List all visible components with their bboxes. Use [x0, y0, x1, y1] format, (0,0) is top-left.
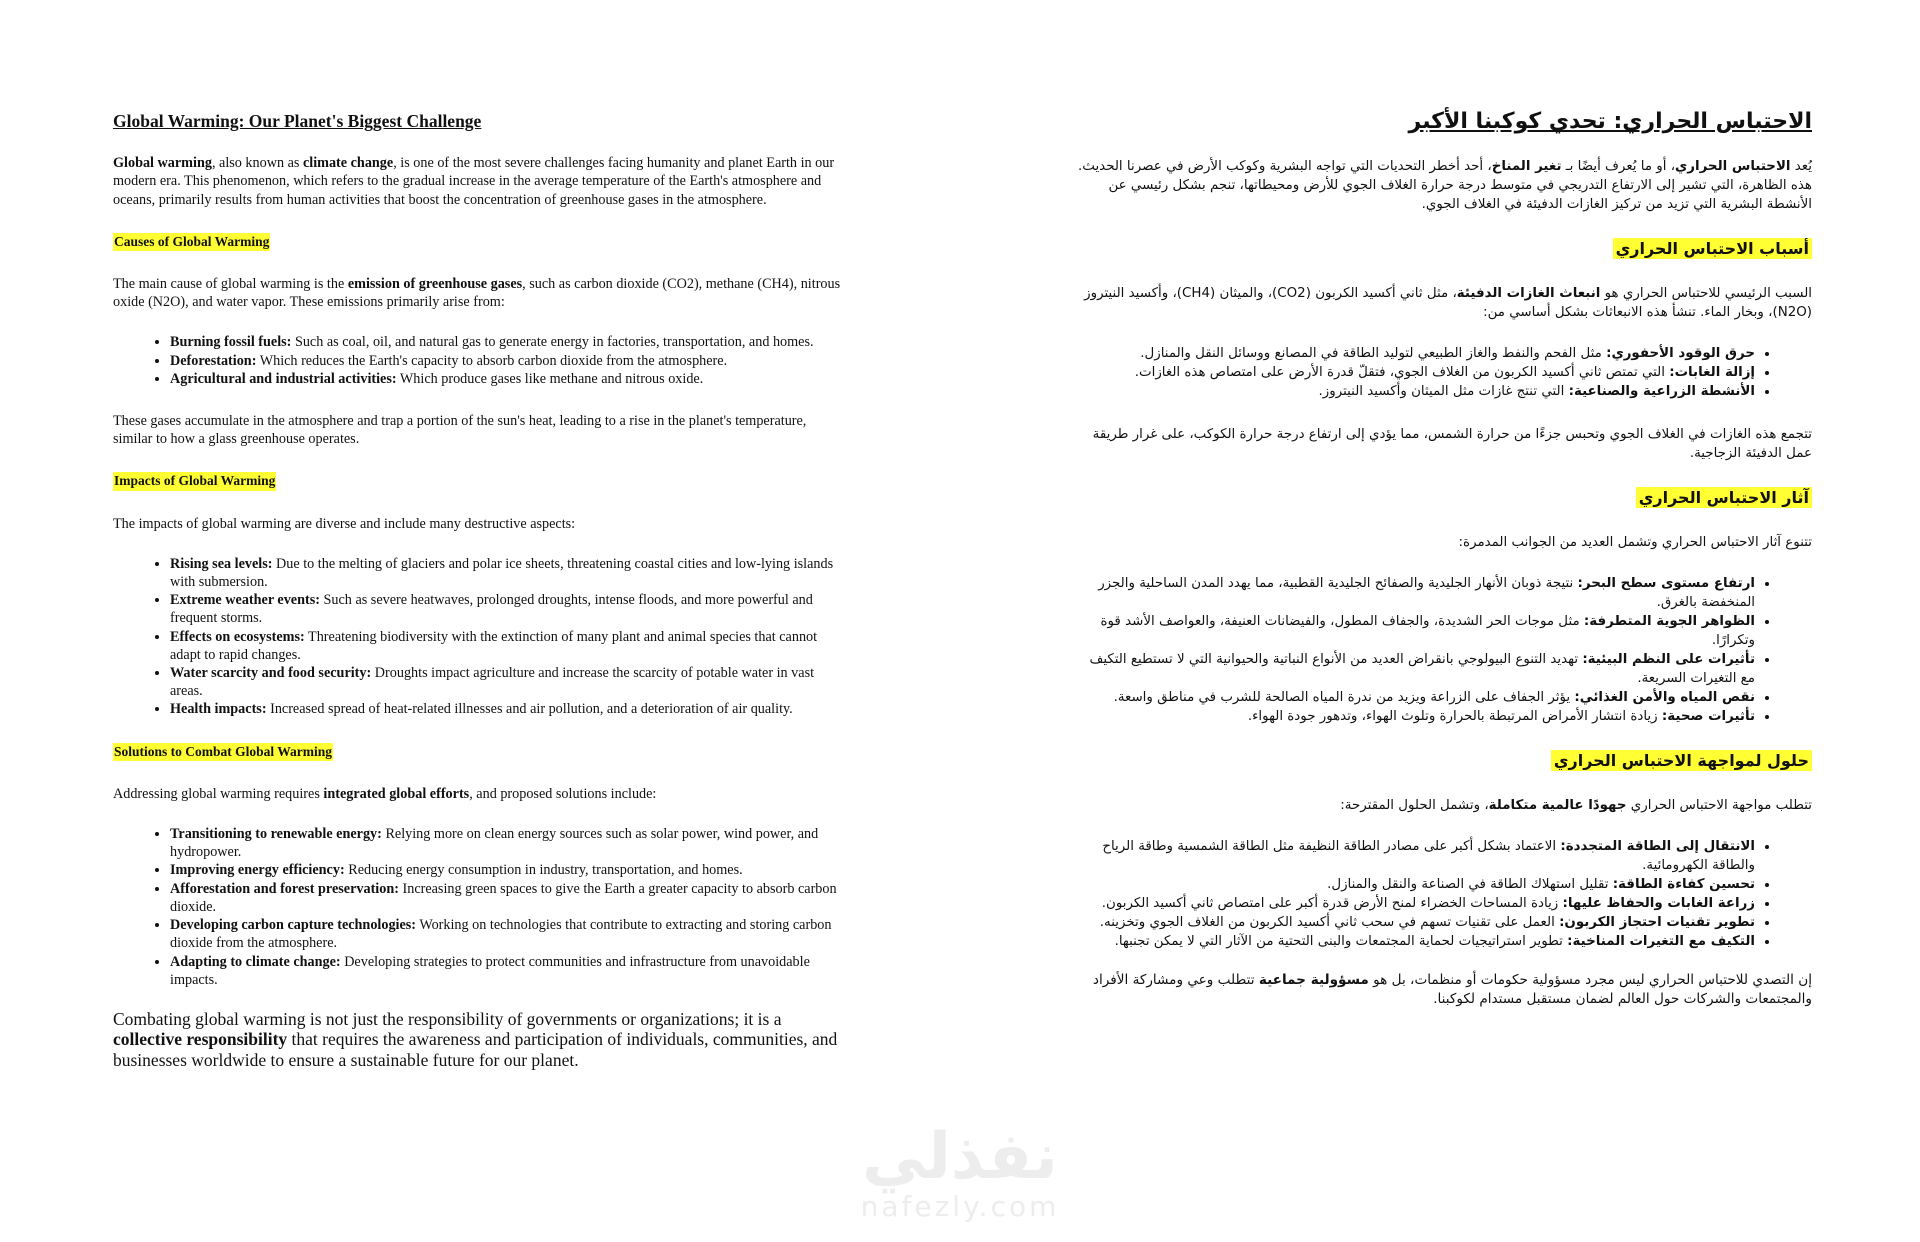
list-item: • Afforestation and forest preservation: Increasing green spaces to give the Earth a greater capacity to absorb carbon dioxide. — [170, 880, 843, 916]
list-item: • ارتفاع مستوى سطح البحر: نتيجة ذوبان الأنهار الجليدية والصفائح الجليدية القطبية، مما يهدد المدن الساحلية والجزر المنخفضة بالغرق. — [1072, 574, 1755, 612]
list-item: • Agricultural and industrial activities: Which produce gases like methane and nitrous oxide. — [170, 370, 843, 388]
causes-heading: أسباب الاحتباس الحراري — [1613, 238, 1812, 259]
list-item: • Health impacts: Increased spread of heat-related illnesses and air pollution, and a deterioration of air quality. — [170, 700, 843, 718]
solutions-heading: Solutions to Combat Global Warming — [113, 743, 333, 761]
impacts-paragraph: The impacts of global warming are diverse and include many destructive aspects: — [113, 515, 576, 532]
solutions-list — [113, 825, 843, 989]
list-item: • Effects on ecosystems: Threatening biodiversity with the extinction of many plant and animal species that cannot adapt to rapid changes. — [170, 628, 843, 664]
causes-after-paragraph: تتجمع هذه الغازات في الغلاف الجوي وتحبس جزءًا من حرارة الشمس، مما يؤدي إلى ارتفاع درجة حرارة الكوكب، على غرار طريقة عمل الدفيئة الزجاجية. — [1092, 427, 1812, 461]
arabic-title: الاحتباس الحراري: تحدي كوكبنا الأكبر — [1408, 109, 1812, 134]
arabic-conclusion: إن التصدي للاحتباس الحراري ليس مجرد مسؤولية حكومات أو منظمات، بل هو مسؤولية جماعية تتطلب وعي ومشاركة الأفراد والمجتمعات والشركات حول العالم لضمان مستقبل مستدام لكوكبنا. — [1092, 972, 1812, 1007]
list-item: • تحسين كفاءة الطاقة: تقليل استهلاك الطاقة في الصناعة والنقل والمنازل. — [1072, 875, 1755, 894]
list-item: • زراعة الغابات والحفاظ عليها: زيادة المساحات الخضراء لمنح الأرض قدرة أكبر على امتصاص ثاني أكسيد الكربون. — [1072, 894, 1755, 913]
list-item: • Extreme weather events: Such as severe heatwaves, prolonged droughts, intense floods, and more powerful and frequent storms. — [170, 591, 843, 627]
list-item: • تطوير تقنيات احتجاز الكربون: العمل على تقنيات تسهم في سحب ثاني أكسيد الكربون من الغلاف الجوي وتخزينه. — [1072, 913, 1755, 932]
solutions-paragraph: Addressing global warming requires integrated global efforts, and proposed solutions include: — [113, 785, 657, 802]
english-intro: Global warming, also known as climate change, is one of the most severe challenges facing humanity and planet Earth in our modern era. This phenomenon, which refers to the gradual increase in the average temperature of the Earth's atmosphere and oceans, primarily results from human activities that boost the concentration of greenhouse gases in the atmosphere. — [113, 155, 835, 208]
list-item: • نقص المياه والأمن الغذائي: يؤثر الجفاف على الزراعة ويزيد من ندرة المياه الصالحة للشرب في مناطق واسعة. — [1072, 688, 1755, 707]
impacts-heading: Impacts of Global Warming — [113, 472, 276, 490]
impacts-heading: آثار الاحتباس الحراري — [1636, 487, 1812, 508]
list-item: • Developing carbon capture technologies: Working on technologies that contribute to extracting and storing carbon dioxide from the atmosphere. — [170, 916, 843, 952]
english-conclusion: Combating global warming is not just the responsibility of governments or organizations; it is a collective responsibility that requires the awareness and participation of individuals, communities, and businesses worldwide to ensure a sustainable future for our planet. — [113, 1008, 838, 1070]
causes-list — [1072, 344, 1812, 401]
list-item: • Rising sea levels: Due to the melting of glaciers and polar ice sheets, threatening coastal cities and low-lying islands with submersion. — [170, 555, 843, 591]
list-item: • إزالة الغابات: التي تمتص ثاني أكسيد الكربون من الغلاف الجوي، فتقلّ قدرة الأرض على امتصاص هذه الغازات. — [1072, 363, 1755, 382]
impacts-paragraph: تتنوع آثار الاحتباس الحراري وتشمل العديد من الجوانب المدمرة: — [1458, 535, 1812, 550]
solutions-heading: حلول لمواجهة الاحتباس الحراري — [1551, 750, 1812, 771]
solutions-list — [1072, 837, 1812, 951]
watermark-logo-arabic: نفذلي — [862, 1120, 1058, 1194]
causes-after-paragraph: These gases accumulate in the atmosphere and trap a portion of the sun's heat, leading to a rise in the planet's temperature, similar to how a glass greenhouse operates. — [113, 413, 807, 448]
english-title: Global Warming: Our Planet's Biggest Challenge — [113, 111, 482, 131]
list-item: • Adapting to climate change: Developing strategies to protect communities and infrastructure from unavoidable impacts. — [170, 953, 843, 989]
arabic-intro: يُعد الاحتباس الحراري، أو ما يُعرف أيضًا بـ تغير المناخ، أحد أخطر التحديات التي تواجه البشرية وكوكب الأرض في عصرنا الحديث. هذه الظاهرة، التي تشير إلى الارتفاع التدريجي في متوسط درجة حرارة الغلاف الجوي للأرض ومحيطاتها، تنجم بشكل رئيسي عن الأنشطة البشرية التي تزيد من تركيز الغازات الدفيئة في الغلاف الجوي. — [1078, 159, 1812, 212]
nafezly-watermark — [820, 1122, 1100, 1222]
causes-paragraph: The main cause of global warming is the emission of greenhouse gases, such as carbon dioxide (CO2), methane (CH4), nitrous oxide (N2O), and water vapor. These emissions primarily arise from: — [113, 276, 841, 311]
impacts-list — [1072, 574, 1812, 726]
list-item: • التكيف مع التغيرات المناخية: تطوير استراتيجيات لحماية المجتمعات والبنى التحتية من الآثار التي لا يمكن تجنبها. — [1072, 932, 1755, 951]
list-item: • Transitioning to renewable energy: Relying more on clean energy sources such as solar power, wind power, and hydropower. — [170, 825, 843, 861]
list-item: • Deforestation: Which reduces the Earth's capacity to absorb carbon dioxide from the atmosphere. — [170, 352, 843, 370]
list-item: • Burning fossil fuels: Such as coal, oil, and natural gas to generate energy in factories, transportation, and homes. — [170, 333, 843, 351]
list-item: • Improving energy efficiency: Reducing energy consumption in industry, transportation, and homes. — [170, 861, 843, 879]
arabic-column — [1072, 109, 1812, 1009]
list-item: • حرق الوقود الأحفوري: مثل الفحم والنفط والغاز الطبيعي لتوليد الطاقة في المصانع ووسائل النقل والمنازل. — [1072, 344, 1755, 363]
causes-list — [113, 333, 843, 388]
list-item: • Water scarcity and food security: Droughts impact agriculture and increase the scarcity of potable water in vast areas. — [170, 664, 843, 700]
causes-heading: Causes of Global Warming — [113, 233, 270, 251]
list-item: • الأنشطة الزراعية والصناعية: التي تنتج غازات مثل الميثان وأكسيد النيتروز. — [1072, 382, 1755, 401]
list-item: • الظواهر الجوية المتطرفة: مثل موجات الحر الشديدة، والجفاف المطول، والفيضانات العنيفة، والعواصف الأشد قوة وتكرارًا. — [1072, 612, 1755, 650]
english-column — [113, 112, 843, 1070]
watermark-url: nafezly.com — [860, 1190, 1060, 1223]
list-item: • الانتقال إلى الطاقة المتجددة: الاعتماد بشكل أكبر على مصادر الطاقة النظيفة مثل الطاقة الشمسية وطاقة الرياح والطاقة الكهرومائية. — [1072, 837, 1755, 875]
impacts-list — [113, 555, 843, 719]
causes-paragraph: السبب الرئيسي للاحتباس الحراري هو انبعاث الغازات الدفيئة، مثل ثاني أكسيد الكربون (CO2)، والميثان (CH4)، وأكسيد النيتروز (N2O)، وبخار الماء. تنشأ هذه الانبعاثات بشكل أساسي من: — [1084, 286, 1812, 320]
list-item: • تأثيرات صحية: زيادة انتشار الأمراض المرتبطة بالحرارة وتلوث الهواء، وتدهور جودة الهواء. — [1072, 707, 1755, 726]
solutions-paragraph: تتطلب مواجهة الاحتباس الحراري جهودًا عالمية متكاملة، وتشمل الحلول المقترحة: — [1340, 798, 1812, 813]
list-item: • تأثيرات على النظم البيئية: تهديد التنوع البيولوجي بانقراض العديد من الأنواع النباتية والحيوانية التي لا تستطيع التكيف مع التغيرات السريعة. — [1072, 650, 1755, 688]
